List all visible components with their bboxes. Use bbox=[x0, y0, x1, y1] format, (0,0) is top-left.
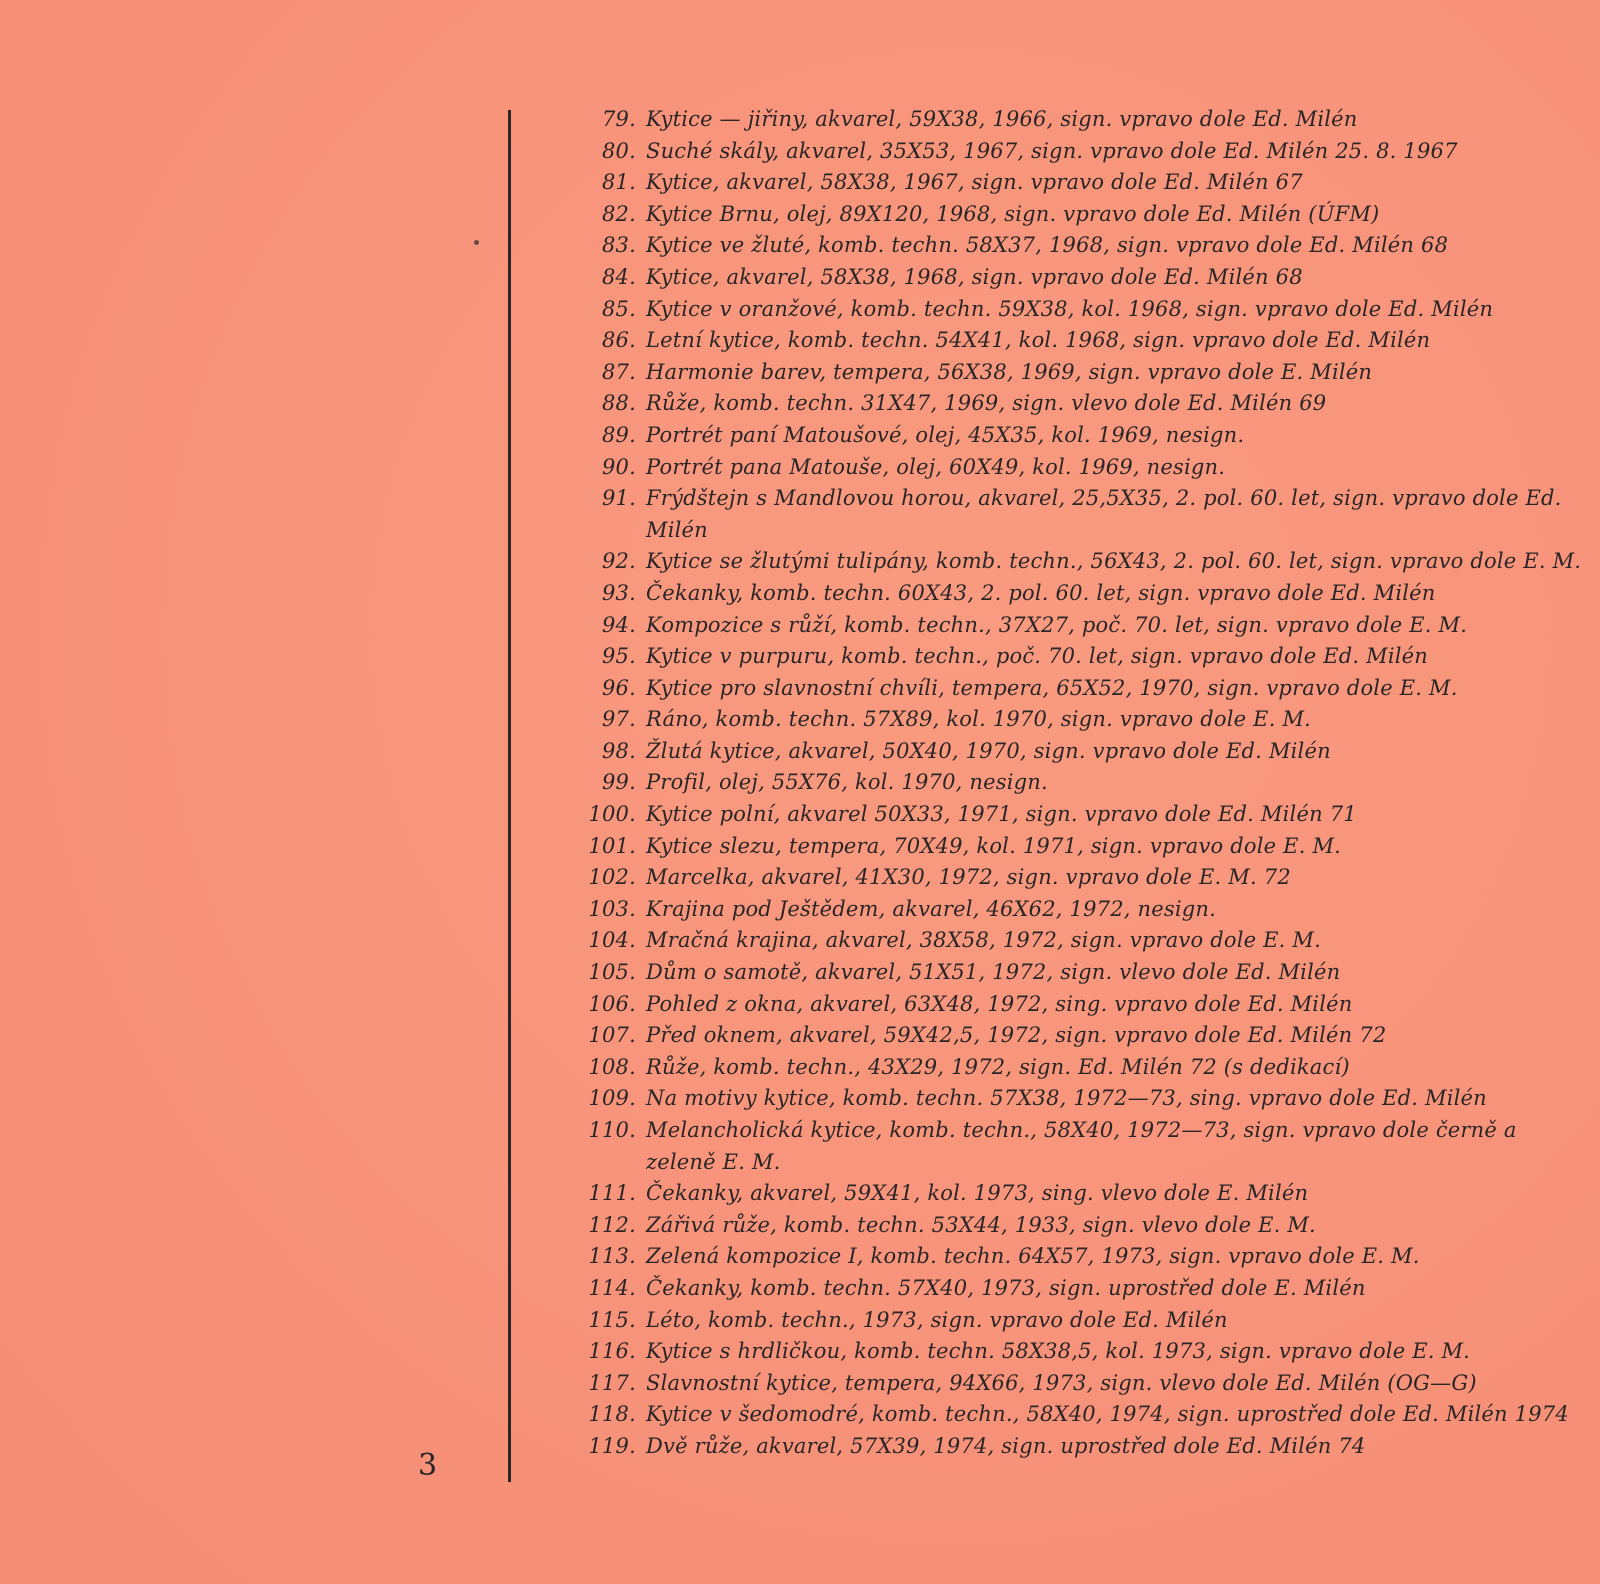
entry-number: 119. bbox=[588, 1433, 636, 1458]
entry-number: 117. bbox=[588, 1370, 636, 1395]
entry-description: Kytice ve žluté, komb. techn. 58X37, 1968, sign. vpravo dole Ed. Milén 68 bbox=[646, 233, 1449, 258]
entry-number: 80. bbox=[602, 138, 636, 163]
entry-description: Kytice, akvarel, 58X38, 1967, sign. vpravo dole Ed. Milén 67 bbox=[646, 170, 1303, 195]
catalog-entry bbox=[560, 136, 1585, 168]
catalog-entry bbox=[560, 1241, 1585, 1273]
entry-number: 118. bbox=[588, 1402, 636, 1427]
entry-number: 96. bbox=[602, 675, 636, 700]
entry-number: 115. bbox=[588, 1307, 636, 1332]
entry-number: 102. bbox=[588, 865, 636, 890]
entry-description: Čekanky, akvarel, 59X41, kol. 1973, sing. vlevo dole E. Milén bbox=[646, 1181, 1309, 1206]
catalog-entry bbox=[560, 1210, 1585, 1242]
catalog-entry bbox=[560, 831, 1585, 863]
entry-description: Na motivy kytice, komb. techn. 57X38, 1972—73, sing. vpravo dole Ed. Milén bbox=[646, 1086, 1487, 1111]
entry-description: Dvě růže, akvarel, 57X39, 1974, sign. uprostřed dole Ed. Milén 74 bbox=[646, 1433, 1366, 1458]
catalog-entry bbox=[560, 388, 1585, 420]
entry-number: 86. bbox=[602, 328, 636, 353]
entry-number: 82. bbox=[602, 201, 636, 226]
entry-description: Růže, komb. techn., 43X29, 1972, sign. Ed. Milén 72 (s dedikací) bbox=[646, 1054, 1350, 1079]
catalog-entry bbox=[560, 1115, 1585, 1178]
entry-description: Suché skály, akvarel, 35X53, 1967, sign. vpravo dole Ed. Milén 25. 8. 1967 bbox=[646, 138, 1458, 163]
entry-description: Dům o samotě, akvarel, 51X51, 1972, sign. vlevo dole Ed. Milén bbox=[646, 960, 1341, 985]
entry-number: 100. bbox=[588, 802, 636, 827]
entry-number: 84. bbox=[602, 264, 636, 289]
entry-number: 116. bbox=[588, 1339, 636, 1364]
catalog-entry bbox=[560, 167, 1585, 199]
entry-description: Pohled z okna, akvarel, 63X48, 1972, sing. vpravo dole Ed. Milén bbox=[646, 991, 1353, 1016]
catalog-entry bbox=[560, 452, 1585, 484]
catalog-entry bbox=[560, 673, 1585, 705]
entry-number: 105. bbox=[588, 960, 636, 985]
entry-number: 89. bbox=[602, 422, 636, 447]
entry-description: Frýdštejn s Mandlovou horou, akvarel, 25,5X35, 2. pol. 60. let, sign. vpravo dole Ed. Milén bbox=[646, 486, 1562, 542]
catalog-entry bbox=[560, 736, 1585, 768]
entry-description: Žlutá kytice, akvarel, 50X40, 1970, sign. vpravo dole Ed. Milén bbox=[646, 738, 1331, 763]
entry-number: 95. bbox=[602, 644, 636, 669]
entry-description: Krajina pod Ještědem, akvarel, 46X62, 1972, nesign. bbox=[646, 896, 1217, 921]
entry-description: Kytice slezu, tempera, 70X49, kol. 1971, sign. vpravo dole E. M. bbox=[646, 833, 1342, 858]
entry-number: 112. bbox=[588, 1212, 636, 1237]
entry-number: 114. bbox=[588, 1275, 636, 1300]
catalog-entry bbox=[560, 199, 1585, 231]
catalog-entry bbox=[560, 357, 1585, 389]
entry-description: Zelená kompozice I, komb. techn. 64X57, 1973, sign. vpravo dole E. M. bbox=[646, 1244, 1420, 1269]
catalog-entry bbox=[560, 1273, 1585, 1305]
entry-number: 97. bbox=[602, 707, 636, 732]
catalog-entry bbox=[560, 1020, 1585, 1052]
column-divider bbox=[508, 110, 511, 1482]
catalog-entry bbox=[560, 862, 1585, 894]
entry-description: Profil, olej, 55X76, kol. 1970, nesign. bbox=[646, 770, 1048, 795]
catalog-entry bbox=[560, 989, 1585, 1021]
catalog-entry bbox=[560, 894, 1585, 926]
entry-description: Kytice Brnu, olej, 89X120, 1968, sign. vpravo dole Ed. Milén (ÚFM) bbox=[646, 201, 1380, 226]
ink-speck bbox=[474, 240, 479, 245]
entry-description: Letní kytice, komb. techn. 54X41, kol. 1968, sign. vpravo dole Ed. Milén bbox=[646, 328, 1431, 353]
catalog-entry bbox=[560, 1399, 1585, 1431]
entry-description: Zářivá růže, komb. techn. 53X44, 1933, sign. vlevo dole E. M. bbox=[646, 1212, 1316, 1237]
entry-description: Kytice s hrdličkou, komb. techn. 58X38,5, kol. 1973, sign. vpravo dole E. M. bbox=[646, 1339, 1471, 1364]
page-number: 3 bbox=[418, 1448, 438, 1483]
catalog-entry bbox=[560, 925, 1585, 957]
entry-number: 81. bbox=[602, 170, 636, 195]
entry-description: Portrét pana Matouše, olej, 60X49, kol. 1969, nesign. bbox=[646, 454, 1226, 479]
entry-description: Mračná krajina, akvarel, 38X58, 1972, sign. vpravo dole E. M. bbox=[646, 928, 1321, 953]
catalog-entry bbox=[560, 1178, 1585, 1210]
entry-number: 107. bbox=[588, 1023, 636, 1048]
entry-number: 106. bbox=[588, 991, 636, 1016]
entry-description: Kytice se žlutými tulipány, komb. techn., 56X43, 2. pol. 60. let, sign. vpravo dole E. M. bbox=[646, 549, 1582, 574]
entry-description: Kytice v šedomodré, komb. techn., 58X40, 1974, sign. uprostřed dole Ed. Milén 1974 bbox=[646, 1402, 1569, 1427]
catalog-entry bbox=[560, 641, 1585, 673]
entry-number: 103. bbox=[588, 896, 636, 921]
entry-description: Marcelka, akvarel, 41X30, 1972, sign. vpravo dole E. M. 72 bbox=[646, 865, 1291, 890]
entry-description: Kytice v oranžové, komb. techn. 59X38, kol. 1968, sign. vpravo dole Ed. Milén bbox=[646, 296, 1494, 321]
entry-number: 79. bbox=[602, 107, 636, 131]
catalog-entry bbox=[560, 483, 1585, 546]
entry-description: Kytice pro slavnostní chvíli, tempera, 65X52, 1970, sign. vpravo dole E. M. bbox=[646, 675, 1458, 700]
entry-number: 85. bbox=[602, 296, 636, 321]
entry-number: 93. bbox=[602, 580, 636, 605]
catalog-entry bbox=[560, 578, 1585, 610]
entry-number: 109. bbox=[588, 1086, 636, 1111]
entry-number: 101. bbox=[588, 833, 636, 858]
catalog-entry bbox=[560, 1431, 1585, 1463]
entry-number: 104. bbox=[588, 928, 636, 953]
catalog-entry bbox=[560, 1052, 1585, 1084]
entry-description: Před oknem, akvarel, 59X42,5, 1972, sign. vpravo dole Ed. Milén 72 bbox=[646, 1023, 1387, 1048]
entry-description: Slavnostní kytice, tempera, 94X66, 1973, sign. vlevo dole Ed. Milén (OG—G) bbox=[646, 1370, 1477, 1395]
entry-number: 108. bbox=[588, 1054, 636, 1079]
catalog-entry bbox=[560, 294, 1585, 326]
catalog-entry bbox=[560, 767, 1585, 799]
entry-description: Čekanky, komb. techn. 57X40, 1973, sign. uprostřed dole E. Milén bbox=[646, 1275, 1366, 1300]
entry-number: 83. bbox=[602, 233, 636, 258]
entry-number: 113. bbox=[588, 1244, 636, 1269]
entry-description: Portrét paní Matoušové, olej, 45X35, kol. 1969, nesign. bbox=[646, 422, 1245, 447]
catalog-entry bbox=[560, 610, 1585, 642]
entry-description: Čekanky, komb. techn. 60X43, 2. pol. 60. let, sign. vpravo dole Ed. Milén bbox=[646, 580, 1436, 605]
entry-description: Kytice, akvarel, 58X38, 1968, sign. vpravo dole Ed. Milén 68 bbox=[646, 264, 1303, 289]
catalog-entry bbox=[560, 1305, 1585, 1337]
catalog-entry bbox=[560, 957, 1585, 989]
entry-description: Kompozice s růží, komb. techn., 37X27, poč. 70. let, sign. vpravo dole E. M. bbox=[646, 612, 1468, 637]
catalog-entry bbox=[560, 546, 1585, 578]
entry-number: 110. bbox=[588, 1118, 636, 1142]
catalog-entry bbox=[560, 325, 1585, 357]
artwork-catalog-list bbox=[560, 104, 1585, 1463]
entry-description: Melancholická kytice, komb. techn., 58X40, 1972—73, sign. vpravo dole černě a zeleně E. M. bbox=[646, 1118, 1517, 1174]
catalog-entry bbox=[560, 1368, 1585, 1400]
catalog-entry bbox=[560, 704, 1585, 736]
entry-description: Ráno, komb. techn. 57X89, kol. 1970, sign. vpravo dole E. M. bbox=[646, 707, 1312, 732]
catalog-entry bbox=[560, 799, 1585, 831]
entry-number: 92. bbox=[602, 549, 636, 574]
catalog-entry bbox=[560, 104, 1585, 136]
entry-number: 94. bbox=[602, 612, 636, 637]
entry-number: 111. bbox=[588, 1181, 636, 1206]
entry-description: Kytice — jiřiny, akvarel, 59X38, 1966, sign. vpravo dole Ed. Milén bbox=[646, 107, 1358, 131]
catalog-entry bbox=[560, 420, 1585, 452]
catalog-entry bbox=[560, 1336, 1585, 1368]
entry-description: Harmonie barev, tempera, 56X38, 1969, sign. vpravo dole E. Milén bbox=[646, 359, 1373, 384]
entry-number: 98. bbox=[602, 738, 636, 763]
entry-description: Léto, komb. techn., 1973, sign. vpravo dole Ed. Milén bbox=[646, 1307, 1228, 1332]
entry-description: Růže, komb. techn. 31X47, 1969, sign. vlevo dole Ed. Milén 69 bbox=[646, 391, 1327, 416]
entry-description: Kytice polní, akvarel 50X33, 1971, sign. vpravo dole Ed. Milén 71 bbox=[646, 802, 1357, 827]
entry-description: Kytice v purpuru, komb. techn., poč. 70. let, sign. vpravo dole Ed. Milén bbox=[646, 644, 1429, 669]
entry-number: 91. bbox=[602, 486, 636, 511]
catalog-entry bbox=[560, 1083, 1585, 1115]
entry-number: 99. bbox=[602, 770, 636, 795]
catalog-entry bbox=[560, 262, 1585, 294]
catalog-entry bbox=[560, 230, 1585, 262]
entry-number: 90. bbox=[602, 454, 636, 479]
entry-number: 87. bbox=[602, 359, 636, 384]
entry-number: 88. bbox=[602, 391, 636, 416]
